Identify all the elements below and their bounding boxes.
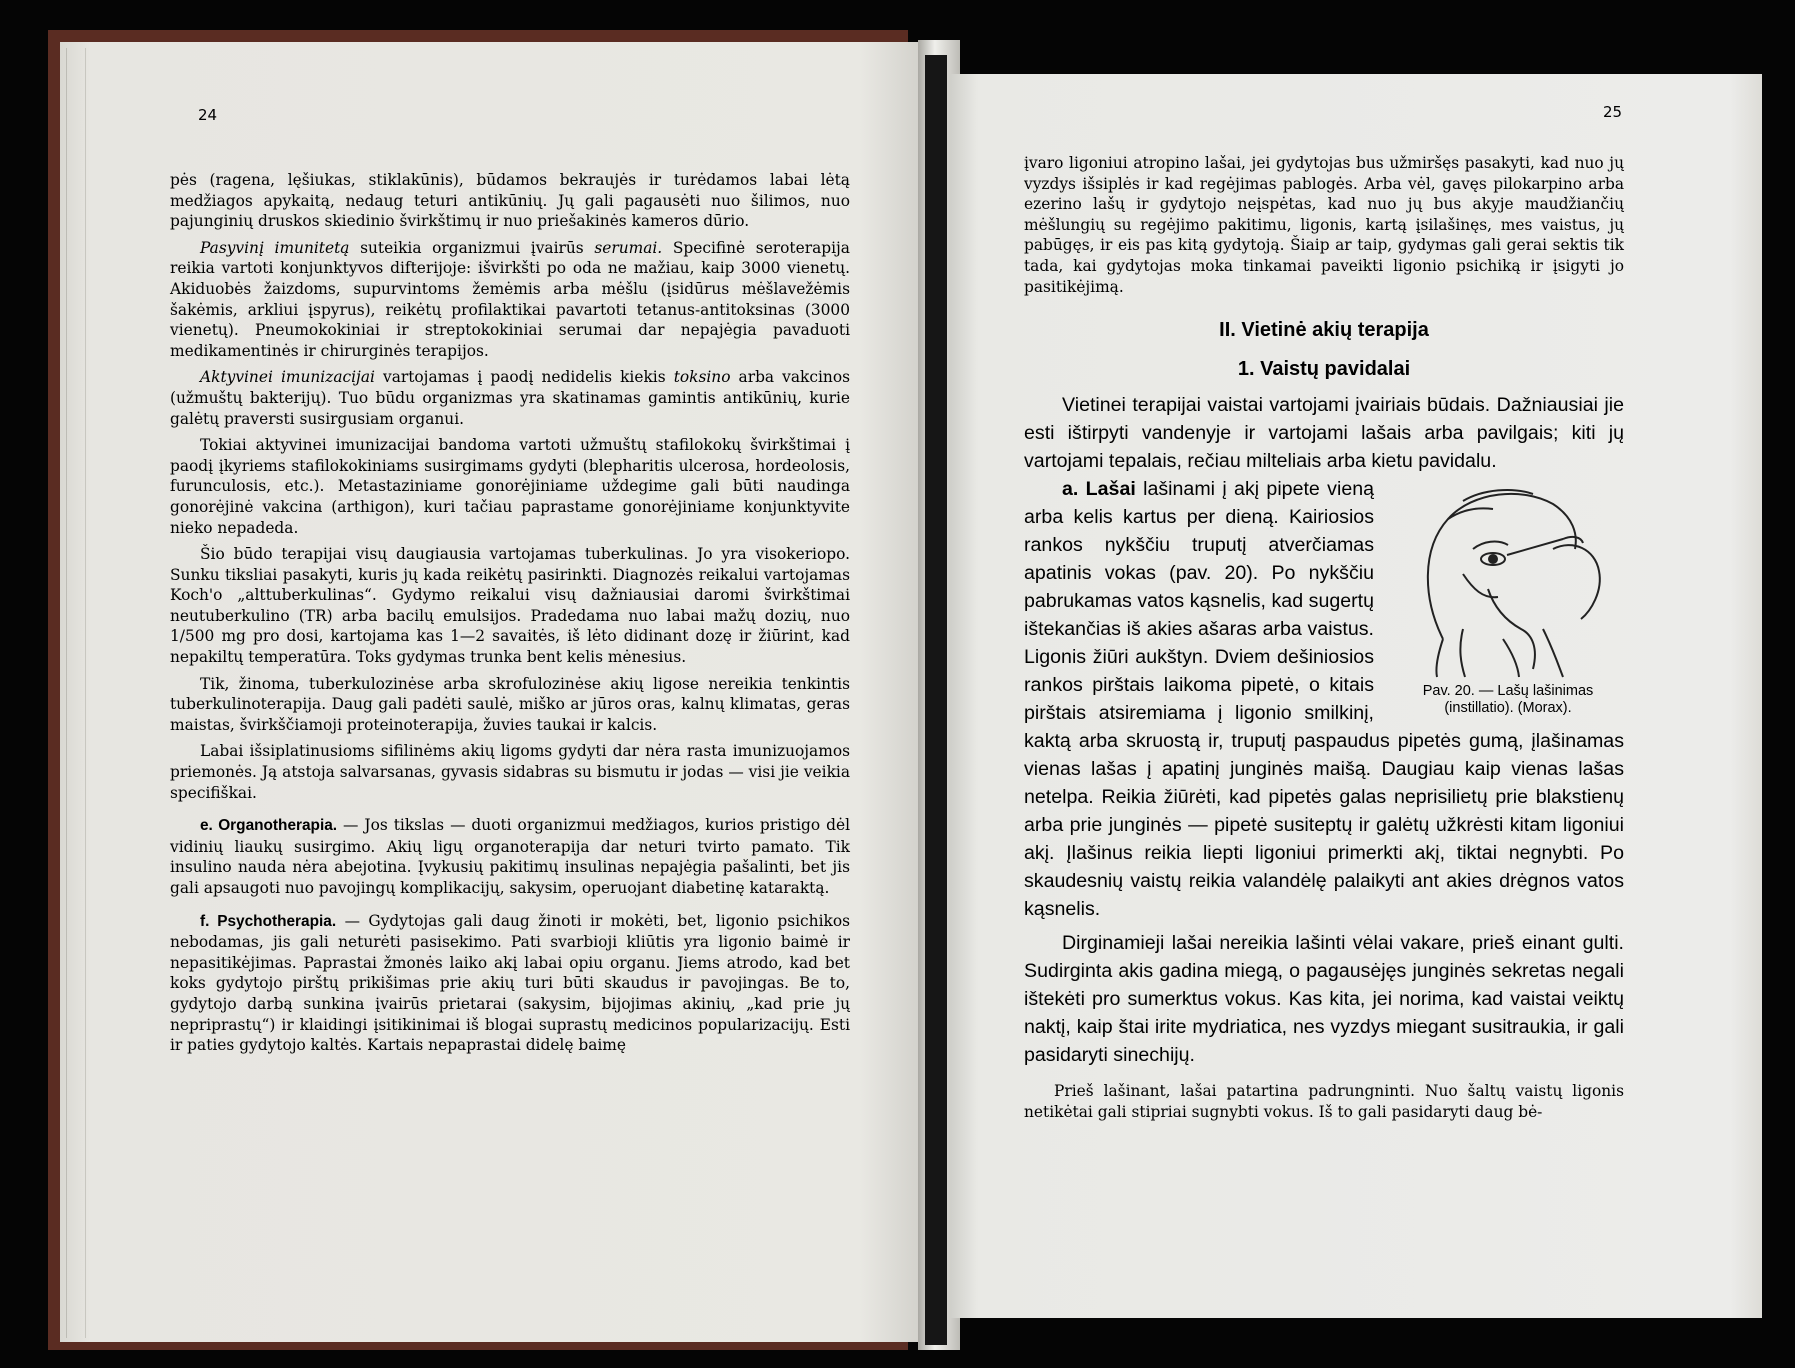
paragraph: a. Lašai lašinami į akį pipete vieną arba kelis kartus per dieną. Kairiosios rankos nykščiu truputį atverčiamas apatinis vokas (pav. 20). Po nykščiu pabrukamas vatos kąsnelis, kad sugertų ištekančias iš akies ašaras arba vaistus. Ligonis žiūri aukštyn. Dviem dešiniosios rankos pirštais laikoma pipetė, o kitais pirštais atsiremiama į ligonio smilkinį, kaktą arba skruostą ir, truputį paspaudus pipetės gumą, įlašinamas vienas lašas į apatinį junginės maišą. Daugiau kaip vienas lašas netelpa. Reikia žiūrėti, kad pipetės galas neprisilietų prie blakstienų arba prie junginės — pipetė susiteptų ir galėtų užkrėsti kitam ligoniui akį. Įlašinus reikia liepti ligoniui primerkti akį, tiktai negnybti. Po skaudesnių vaistų reikia valandėlę palaikyti ant akies drėgnos vatos kąsnelis. [1024, 478, 1624, 921]
intro-paragraph: įvaro ligoniui atropino lašai, jei gydytojas bus užmiršęs pasakyti, kad nuo jų vyzdys išsiplės ir kad regėjimas pablogės. Arba vėl, gavęs pilokarpino arba ezerino lašų ir gydytojo neįspėtas, kad nuo jų bus akyje maudžiančių mėšlungių su regėjimo pakitimu, ligonis, kartą įsilašinęs, mes vaistus, jų pabūgęs, ir eis pas kitą gydytoją. Šiaip ar taip, gydymas gali gerai sektis tik tada, kai gydytojas moka tinkamai paveikti ligonio psichiką ir įsigyti jo pasitikėjimą. [1024, 154, 1624, 296]
paragraph: Labai išsiplatinusioms sifilinėms akių ligoms gydyti dar nėra rasta imunizuojamos priemonės. Ją atstoja salvarsanas, gyvasis sidabras su bismutu ir jodas — visi jie veikia specifiškai. [170, 742, 850, 802]
section-psychotherapia: f. Psychotherapia. — Gydytojas gali daug žinoti ir mokėti, bet, ligonio psichikos nebodamas, jis gali neturėti pasisekimo. Pati svarbioji kliūtis yra ligonio baimė ir nepasitikėjimas. Paprastai žmonės laiko akį labai opiu organu. Jiems atrodo, kad bet koks gydytojo pirštų prikišimas prie akių turi būti skaudus ir pavojingas. Be to, gydytojo darbą sunkina įvairūs prietarai (sakysim, bijojimas akinių, „kad prie jų nepriprastų“) ir klaidingi įsitikinimai iš blogai suprastų medicinos popularizacijų. Esti ir paties gydytojo kaltės. Kartais nepaprastai didelę baimę [170, 911, 850, 1055]
page-edges [66, 48, 86, 1338]
eye-drop-illustration-icon [1403, 479, 1613, 679]
right-column [1024, 153, 1624, 1123]
page-number-right: 25 [1603, 103, 1623, 121]
paragraph: Prieš lašinant, lašai patartina padrungninti. Nuo šaltų vaistų ligonis netikėtai gali stipriai sugnybti vokus. Iš to gali pasidaryti daug bė- [1024, 1082, 1624, 1122]
section-heading: f. Psychotherapia. [200, 912, 337, 930]
figure [1392, 479, 1624, 717]
subsection-heading: 1. Vaistų pavidalai [1237, 358, 1411, 381]
paragraph: Tik, žinoma, tuberkulozinėse arba skrofulozinėse akių ligose nereikia tenkintis tuberkulinoterapija. Daug gali padėti saulė, miško ar jūros oras, kalnų klimatas, geras maistas, švirkščiamoji proteinoterapija, žuvies taukai ir kalcis. [170, 674, 850, 734]
paragraph: Aktyvinei imunizacijai vartojamas į paodį nedidelis kiekis toksino arba vakcinos (užmuštų bakterijų). Tuo būdu organizmas yra skatinamas gamintis antikūnių, kurie galėtų praversti susirgusiam organui. [170, 368, 851, 428]
paragraph: Tokiai aktyvinei imunizacijai bandoma vartoti užmuštų stafilokokų švirkštimai į paodį įkyriems stafilokokiniams susirgimams gydyti (blepharitis ulcerosa, hordeolosis, furunculosis, etc.). Metastaziniame gonorėjiniame uždegime gali būti naudinga gonorėjinė vakcina (arthigon), kuri tačiau paprastame gonorėjiniame konjunktyvite nieko nepadeda. [170, 436, 850, 537]
paragraph: Vietinei terapijai vaistai vartojami įvairiais būdais. Dažniausiai jie esti ištirpyti vandenyje ir vartojami lašais arba pavilgais; kiti jų vartojami tepalais, rečiau milteliais arba kietu pavidalu. [1024, 394, 1624, 473]
section-heading: e. Organotherapia. [200, 817, 338, 835]
paragraph: Dirginamieji lašai nereikia lašinti vėlai vakare, prieš einant gulti. Sudirginta akis gadina miegą, o pagausėjęs junginės sekretas negali ištekėti pro sumerktus vokus. Kas kita, jei norima, kad vaistai veiktų naktį, kaip štai irite mydriatica, nes vyzdys miegant susitraukia, ir gali pasidaryti sinechijų. [1024, 932, 1624, 1067]
inline-heading: a. Lašai [1062, 478, 1136, 501]
section-heading: II. Vietinė akių terapija [1219, 319, 1429, 342]
spine-shadow [925, 55, 947, 1345]
figure-caption: Pav. 20. — Lašų lašinimas (instillatio). (Morax). [1422, 683, 1594, 717]
paragraph: Šio būdo terapijai visų daugiausia vartojamas tuberkulinas. Jo yra visokeriopo. Sunku tiksliai pasakyti, kuris jų kada reikėtų pasirinkti. Diagnozės reikalui vartojamas Koch'o „alttuberkulinas“. Gydymo reikalui visų dažniausiai daromi švirkštimai neutuberkulino (TR) arba bacilų emulsijos. Pradedama nuo labai mažų dozių, nuo 1/500 mg pro dosi, kartojama kas 1—2 savaitės, iš lėto didinant dozę ir žiūrint, kad nepakiltų temperatūra. Toks gydymas trunka bent kelis mėnesius. [170, 545, 850, 667]
page-number-left: 24 [198, 106, 218, 124]
left-column [170, 170, 850, 1056]
paragraph: Pasyvinį imunitetą suteikia organizmui įvairūs serumai. Specifinė seroterapija reikia vartoti konjunktyvos difterijoje: išvirkšti po oda ne mažiau, kaip 3000 vienetų. Akiduobės žaizdoms, supurvintoms žemėmis arba mėšlu (įsidūrus mėšlavežėmis šakėmis, arkliui įspyrus), reikėtų profilaktikai pavartoti tetanus-antitoksinas (3000 vienetų). Pneumokokiniai ir streptokokiniai serumai dar nepajėgia pavaduoti medikamentinės ir chirurginės terapijos. [170, 238, 850, 360]
paragraph: pės (ragena, lęšiukas, stiklakūnis), būdamos bekraujės ir turėdamos labai lėtą medžiagos apykaitą, nedaug teturi antikūnių. Jų gali pagausėti nuo šilimos, nuo pajunginių druskos skiedinio švirkštimų ir nuo priešakinės kameros dūrio. [170, 171, 850, 231]
section-organotherapia: e. Organotherapia. — Jos tikslas — duoti organizmui medžiagos, kurios pristigo dėl vidinių liaukų susirgimo. Akių ligų organoterapija dar neturi tvirto pamato. Tik insulino nauda nėra abejotina. Įvykusių pakitimų insulinas nepajėgia pašalinti, bet jis gali apsaugoti nuo pavojingų komplikacijų, sakysim, operuojant diabetinę kataraktą. [170, 816, 851, 897]
